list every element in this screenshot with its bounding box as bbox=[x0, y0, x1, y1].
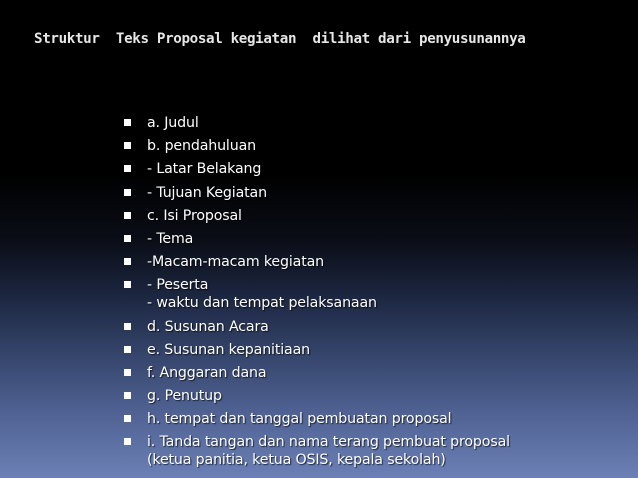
list-item-text: a. Judul bbox=[147, 115, 199, 131]
list-item bbox=[121, 114, 621, 132]
list-item bbox=[121, 433, 621, 469]
square-bullet-icon bbox=[124, 438, 131, 445]
list-item bbox=[121, 207, 621, 225]
bullet-list bbox=[121, 114, 621, 475]
list-item bbox=[121, 160, 621, 178]
square-bullet-icon bbox=[124, 346, 131, 353]
list-item bbox=[121, 364, 621, 382]
list-item bbox=[121, 318, 621, 336]
list-item-text: - Tujuan Kegiatan bbox=[147, 184, 267, 201]
square-bullet-icon bbox=[124, 142, 131, 149]
square-bullet-icon bbox=[124, 189, 131, 196]
slide-title: Struktur Teks Proposal kegiatan dilihat dari penyusunannya bbox=[34, 31, 526, 47]
square-bullet-icon bbox=[124, 369, 131, 376]
list-item bbox=[121, 137, 621, 155]
list-item bbox=[121, 410, 621, 428]
list-item-text: i. Tanda tangan dan nama terang pembuat proposal (ketua panitia, ketua OSIS, kepala sekolah) bbox=[147, 434, 510, 469]
list-item-text: -Macam-macam kegiatan bbox=[147, 254, 325, 271]
list-item bbox=[121, 230, 621, 248]
square-bullet-icon bbox=[124, 165, 131, 172]
list-item-text: g. Penutup bbox=[147, 388, 222, 405]
list-item-text: b. pendahuluan bbox=[147, 138, 256, 155]
list-item bbox=[121, 341, 621, 359]
square-bullet-icon bbox=[124, 323, 131, 330]
list-item-text: f. Anggaran dana bbox=[147, 364, 267, 381]
list-item-text: e. Susunan kepanitiaan bbox=[147, 341, 310, 358]
list-item bbox=[121, 276, 621, 312]
square-bullet-icon bbox=[124, 235, 131, 242]
list-item bbox=[121, 184, 621, 202]
square-bullet-icon bbox=[124, 258, 131, 265]
list-item-text: - Latar Belakang bbox=[147, 161, 262, 178]
list-item-text: - Tema bbox=[147, 230, 194, 247]
list-item-text: - Peserta - waktu dan tempat pelaksanaan bbox=[147, 277, 377, 312]
square-bullet-icon bbox=[124, 281, 131, 288]
square-bullet-icon bbox=[124, 392, 131, 399]
list-item bbox=[121, 387, 621, 405]
square-bullet-icon bbox=[124, 119, 131, 126]
list-item bbox=[121, 253, 621, 271]
list-item-text: c. Isi Proposal bbox=[147, 207, 242, 224]
list-item-text: d. Susunan Acara bbox=[147, 318, 269, 335]
square-bullet-icon bbox=[124, 415, 131, 422]
list-item-text: h. tempat dan tanggal pembuatan proposal bbox=[147, 411, 452, 428]
square-bullet-icon bbox=[124, 212, 131, 219]
